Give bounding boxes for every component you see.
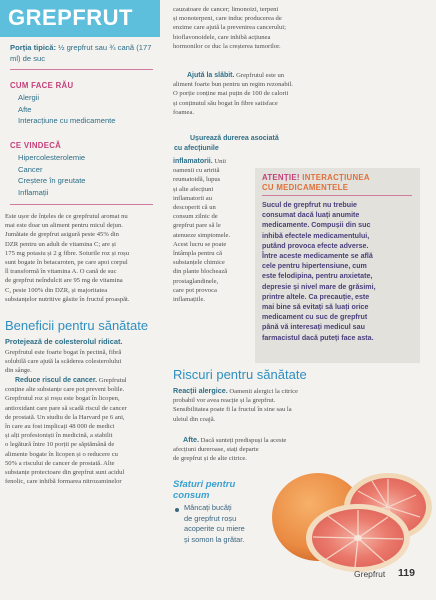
benefit-weight-text — [173, 71, 333, 117]
text-line: oamenii cu artrită — [173, 167, 220, 175]
text-line: și conținutul său bogat în fibre satisface — [173, 99, 278, 107]
text-line: farmacistul dacă puteți face asta. — [262, 333, 374, 342]
text-line: fenolic, care inhibă formarea nitrozaminelor — [5, 478, 122, 486]
benefit-cholesterol-text — [5, 348, 160, 376]
text-line: consumat dacă luați anumite — [262, 211, 360, 220]
text-line: până vă interesați medicul sau — [262, 323, 365, 332]
benefit-inflammation-heading — [174, 134, 279, 154]
text-line: descoperit că un — [173, 204, 216, 212]
text-line: și somon la grătar. — [184, 534, 245, 544]
risk-allergy-heading: Reacții alergice. — [173, 386, 228, 395]
grapefruit-image — [270, 455, 436, 575]
text-line: Este ușor de înțeles de ce grepfrutul aromat nu — [5, 213, 128, 220]
text-line: aliment foarte bun pentru un regim rezonabil. — [173, 81, 293, 89]
text-line: din sânge. — [5, 367, 32, 375]
divider — [10, 69, 153, 70]
text-line: ATENȚIE! — [262, 173, 300, 182]
bullet-icon — [175, 508, 179, 512]
divider — [262, 195, 412, 196]
causes-list — [10, 92, 116, 127]
text-line: Grepfrutul este un — [236, 72, 285, 79]
tips-list — [184, 503, 245, 545]
cures-heading: CE VINDECĂ — [10, 141, 62, 150]
text-line: cu afecțiunile — [174, 145, 219, 152]
text-line: C, peste 100% din DZR, și majoritatea — [5, 286, 108, 294]
text-line: substanțelor nutritive găsite în fructul proaspăt. — [5, 295, 130, 303]
text-line: Sucul de grepfrut nu trebuie — [262, 201, 357, 209]
text-line: substanțe protectoare din grepfrut sunt acidul — [5, 469, 125, 477]
list-item: Cancer — [18, 164, 43, 174]
portion-text: ½ grepfrut sau ¾ cană (177 ml) de suc — [10, 43, 152, 63]
text-line: în care au fost implicați 48 000 de medici — [5, 423, 115, 431]
text-line: și monoterpeni, care induc producerea de — [173, 15, 282, 23]
page-title: GREPFRUT — [8, 5, 133, 30]
text-line: o legătură între 10 porții pe săptămână de — [5, 441, 115, 449]
text-line: alimente bogate în licopen și o reducere cu — [5, 450, 118, 458]
intro-paragraph — [5, 212, 160, 304]
list-item: Creștere în greutate — [18, 176, 86, 185]
text-line: 175 mg potasiu și 2 g fibre. Soiurile roz și roșu — [5, 249, 129, 257]
text-line: inflamatorii au — [173, 194, 212, 202]
text-line: sunt bogate în betacaroten, pe care apoi corpul — [5, 259, 128, 267]
text-line: Sensibilitatea poate fi la fructul în sine sau la — [173, 406, 292, 414]
list-item: Hipercolesterolemie — [18, 153, 86, 162]
risks-heading: Riscuri pentru sănătate — [173, 367, 307, 382]
text-line: CU MEDICAMENTELE — [262, 183, 349, 192]
text-line: O porție conține mai puțin de 100 de calorii — [173, 90, 289, 98]
list-item: Alergii — [18, 93, 40, 102]
text-line: inflamatorii. — [173, 158, 213, 165]
divider — [10, 204, 153, 205]
footer-section-name: Grepfrut — [354, 569, 386, 579]
benefit-cancer-heading: Reduce riscul de cancer. — [15, 377, 98, 384]
text-line: consum — [173, 490, 210, 501]
text-line: Jumătate de grepfrut asigură peste 45% din — [5, 231, 119, 239]
text-line: 50% a riscului de cancer de prostată. Alte — [5, 459, 115, 467]
text-line: afecțiuni dureroase, stați departe — [173, 446, 259, 454]
text-line: inhibă efectele medicamentului, — [262, 231, 370, 240]
text-line: cele pentru hipertensiune, cum — [262, 262, 367, 271]
text-line: antioxidant care pare să scadă riscul de cancer — [5, 404, 127, 412]
text-line: de grepfrut și de alte citrice. — [173, 455, 247, 463]
tips-heading — [173, 479, 235, 501]
cures-list — [10, 152, 86, 198]
risk-allergy-text — [173, 386, 393, 424]
text-line: printre altele. Ca precauție, este — [262, 292, 370, 301]
page-number: 119 — [398, 567, 415, 579]
text-line: de grepfrut neîndulcit are 95 mg de vitamina — [5, 277, 123, 285]
benefit-weight-heading: Ajută la slăbit. — [187, 72, 235, 79]
portion-info — [10, 42, 155, 64]
text-line: reumatoidă, lupus — [173, 176, 221, 184]
text-line: acoperite cu miere — [184, 524, 245, 533]
text-line: uleiul din coajă. — [173, 415, 216, 423]
text-line: Acest lucru se poate — [173, 240, 227, 248]
text-line: de prostată. Un studiu de la Harvard pe 6 ani, — [5, 413, 125, 421]
causes-heading: CUM FACE RĂU — [10, 81, 74, 90]
text-line: inflamațiile. — [173, 296, 206, 304]
col2-top-text — [173, 5, 333, 51]
benefit-cholesterol-heading: Protejează de colesterolul ridicat. — [5, 337, 123, 346]
text-line: conține alte substanțe care pot preveni bolile. — [5, 386, 125, 394]
benefit-inflammation-text — [173, 157, 255, 304]
text-line: substanțele chimice — [173, 259, 225, 267]
text-line: depresie și nivel mare de grăsimi, — [262, 282, 376, 291]
text-line: putând provoca efecte adverse. — [262, 241, 369, 250]
text-line: de grepfrut roșu — [184, 513, 237, 523]
text-line: Dacă sunteți predispuși la aceste — [200, 437, 287, 444]
text-line: îl transformă în vitamina A. O cană de suc — [5, 268, 117, 276]
text-line: hormonilor ce duc la creșterea tumorilor. — [173, 42, 281, 50]
text-line: Oamenii alergici la citrice — [229, 388, 298, 395]
text-line: solubilă care ajută la scăderea colesterolului — [5, 358, 122, 366]
text-line: mai bine să evitați să luați orice — [262, 303, 369, 312]
text-line: Grepfrutul roz și roșu este bogat în licopen, — [5, 395, 120, 403]
benefits-heading: Beneficii pentru sănătate — [5, 318, 149, 333]
warning-text — [262, 200, 418, 343]
text-line: DZR pentru un adult de vitamina C; are și — [5, 240, 116, 248]
text-line: medicament cu suc de grepfrut — [262, 313, 368, 322]
text-line: Unii — [214, 158, 227, 165]
text-line: enzime care ajută la prevenirea cancerului; — [173, 24, 286, 32]
text-line: Grepfrutul este foarte bogat în pectină, fibră — [5, 349, 122, 356]
text-line: mai este doar un aliment pentru micul dejun. — [5, 222, 123, 230]
text-line: atenueze simptomele. — [173, 231, 231, 239]
text-line: este felodipina, pentru anxietate, — [262, 272, 373, 281]
risk-afte-heading: Afte. — [183, 435, 199, 444]
text-line: INTERACȚIUNEA — [302, 173, 370, 182]
text-line: Între aceste medicamente se află — [262, 252, 373, 261]
portion-label: Porția tipică: — [10, 43, 56, 52]
text-line: Grepfrutul — [98, 377, 127, 384]
text-line: Ușurează durerea asociată — [190, 135, 279, 142]
text-line: medicamente. Compușii din suc — [262, 221, 371, 230]
text-line: cauzatoare de cancer; limonoizi, terpeni — [173, 6, 279, 13]
text-line: prostaglandinele, — [173, 277, 219, 285]
text-line: foamea. — [173, 108, 195, 116]
text-line: consum zilnic de — [173, 213, 218, 221]
text-line: din plante blochează — [173, 268, 228, 276]
text-line: Sfaturi pentru — [173, 479, 236, 490]
benefit-cancer-text — [5, 376, 160, 486]
text-line: și alte afecțiuni — [173, 185, 214, 193]
list-item: Inflamații — [18, 187, 49, 197]
text-line: grepfrut pare să le — [173, 222, 221, 230]
text-line: care pot provoca — [173, 286, 217, 294]
text-line: și alți profesioniști în medicină, a stabilit — [5, 432, 113, 440]
text-line: probabil vor avea reacție și la grepfrut. — [173, 397, 276, 405]
text-line: Mâncați bucăți — [184, 503, 232, 512]
list-item: Interacțiune cu medicamente — [18, 116, 116, 125]
warning-heading — [262, 173, 370, 193]
text-line: bioflavonoidele, care inhibă acțiunea — [173, 33, 271, 41]
text-line: întâmpla pentru că — [173, 250, 223, 258]
list-item: Afte — [18, 104, 32, 114]
